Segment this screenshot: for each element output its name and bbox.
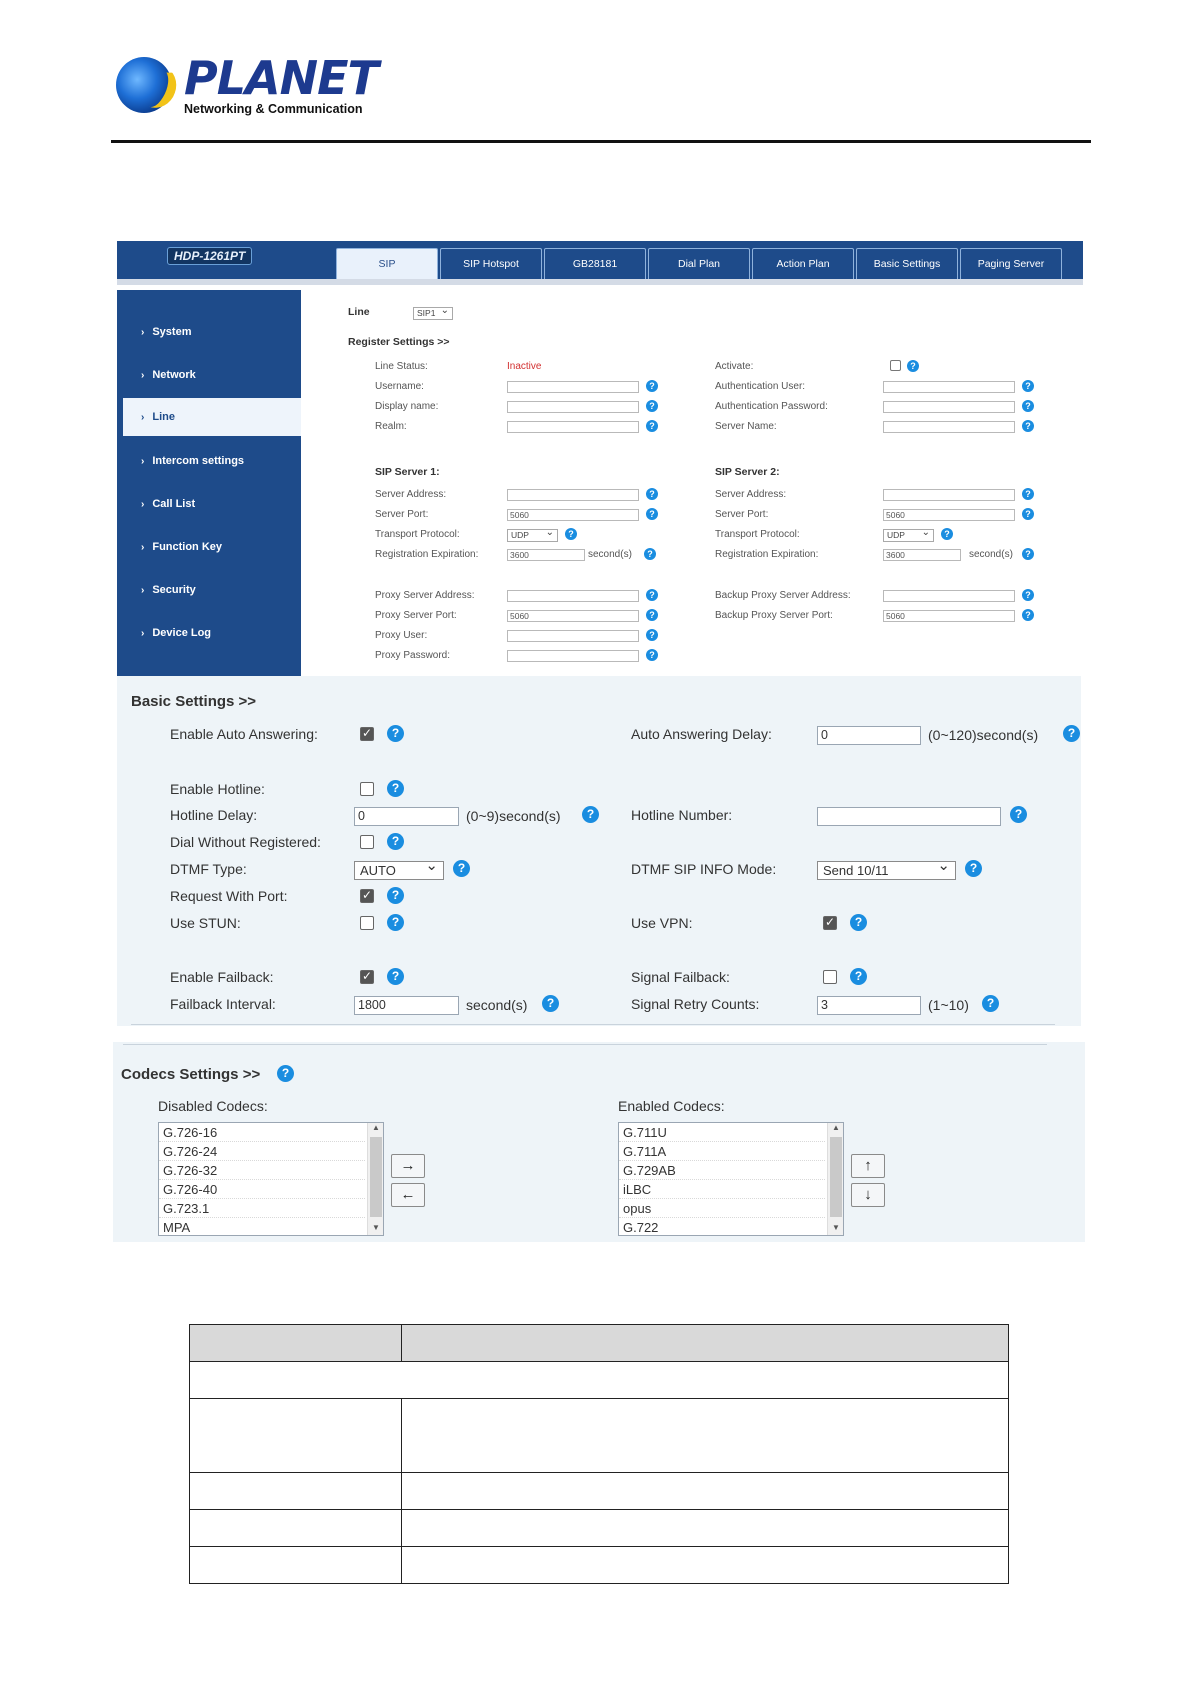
proxy-user-field[interactable] (507, 630, 639, 642)
codecs-settings-screenshot (113, 1042, 1085, 1242)
signal-retry-unit: (1~10) (928, 997, 969, 1013)
list-item[interactable]: opus (619, 1199, 825, 1218)
hotline-number-field[interactable] (817, 807, 1001, 826)
help-icon[interactable]: ? (646, 629, 658, 641)
username-label: Username: (375, 381, 424, 392)
codecs-settings-header: Codecs Settings >> (121, 1066, 261, 1083)
move-down-button[interactable]: ↓ (851, 1183, 885, 1207)
table-cell (190, 1362, 1009, 1399)
sidebar-item-network[interactable] (117, 356, 301, 394)
sidebar-item-intercom-settings[interactable] (117, 442, 301, 480)
table-cell (402, 1399, 1009, 1473)
failback-interval-unit: second(s) (466, 997, 528, 1013)
proxy-password-field[interactable] (507, 650, 639, 662)
server1-port-label: Server Port: (375, 509, 429, 520)
proxy-port-label: Proxy Server Port: (375, 610, 457, 621)
server1-address-label: Server Address: (375, 489, 447, 500)
realm-field[interactable] (507, 421, 639, 433)
sidebar-item-function-key[interactable] (117, 528, 301, 566)
tab-action-plan[interactable]: Action Plan (752, 248, 854, 279)
table-row (190, 1547, 1009, 1584)
enabled-codecs-label: Enabled Codecs: (618, 1098, 725, 1114)
table-cell (190, 1399, 402, 1473)
backup-proxy-port-label: Backup Proxy Server Port: (715, 610, 833, 621)
help-icon[interactable]: ? (1022, 508, 1034, 520)
scroll-up-icon[interactable]: ▲ (832, 1123, 840, 1132)
proxy-address-label: Proxy Server Address: (375, 590, 475, 601)
help-icon[interactable]: ? (1022, 400, 1034, 412)
server1-expiration-unit: second(s) (588, 549, 632, 560)
help-icon[interactable]: ? (565, 528, 577, 540)
line-select[interactable]: SIP1 ⌄ (413, 307, 453, 320)
table-cell (402, 1547, 1009, 1584)
dtmf-sip-info-select[interactable]: Send 10/11 ⌄ (817, 861, 956, 880)
help-icon[interactable]: ? (387, 725, 404, 742)
brand-name: PLANET (184, 50, 378, 105)
sidebar-item-label: Device Log (152, 627, 212, 639)
dial-without-registered-checkbox[interactable] (360, 835, 374, 849)
disabled-codecs-list[interactable] (158, 1122, 384, 1236)
server1-expiration-field[interactable]: 3600 (507, 549, 585, 561)
request-with-port-label: Request With Port: (170, 888, 288, 904)
table-cell (402, 1473, 1009, 1510)
chevron-right-icon: › (141, 498, 145, 510)
list-item[interactable]: G.723.1 (159, 1199, 365, 1218)
help-icon[interactable]: ? (387, 833, 404, 850)
scrollbar[interactable] (827, 1123, 843, 1235)
table-cell (190, 1473, 402, 1510)
help-icon[interactable]: ? (453, 860, 470, 877)
help-icon[interactable]: ? (646, 609, 658, 621)
planet-logo (116, 52, 378, 118)
list-item[interactable]: G.726-24 (159, 1142, 365, 1161)
table-cell (402, 1510, 1009, 1547)
use-vpn-label: Use VPN: (631, 915, 693, 931)
help-icon[interactable]: ? (1022, 589, 1034, 601)
help-icon[interactable]: ? (646, 508, 658, 520)
chevron-right-icon: › (141, 455, 145, 467)
line-status-label: Line Status: (375, 361, 428, 372)
tab-basic-settings[interactable]: Basic Settings (856, 248, 958, 279)
sidebar-item-label: Call List (152, 498, 196, 510)
line-label: Line (348, 306, 370, 318)
help-icon[interactable]: ? (646, 649, 658, 661)
enable-failback-label: Enable Failback: (170, 969, 274, 985)
section-divider (123, 1044, 1047, 1045)
scroll-up-icon[interactable]: ▲ (372, 1123, 380, 1132)
tab-dial-plan[interactable]: Dial Plan (648, 248, 750, 279)
list-item[interactable]: iLBC (619, 1180, 825, 1199)
dtmf-type-label: DTMF Type: (170, 861, 247, 877)
auth-password-label: Authentication Password: (715, 401, 828, 412)
failback-interval-label: Failback Interval: (170, 996, 276, 1012)
activate-label: Activate: (715, 361, 754, 372)
sip-server-1-title: SIP Server 1: (375, 466, 440, 478)
table-row (190, 1399, 1009, 1473)
proxy-user-label: Proxy User: (375, 630, 428, 641)
signal-retry-label: Signal Retry Counts: (631, 996, 760, 1012)
hotline-number-label: Hotline Number: (631, 807, 733, 823)
username-field[interactable] (507, 381, 639, 393)
server2-transport-select[interactable]: UDP ⌄ (883, 529, 934, 542)
help-icon[interactable]: ? (646, 380, 658, 392)
signal-retry-field[interactable]: 3 (817, 996, 921, 1015)
hotline-checkbox[interactable] (360, 782, 374, 796)
use-stun-label: Use STUN: (170, 915, 241, 931)
backup-proxy-address-label: Backup Proxy Server Address: (715, 590, 851, 601)
table-row (190, 1362, 1009, 1399)
tab-bar (336, 248, 1064, 279)
server2-expiration-field[interactable]: 3600 (883, 549, 961, 561)
help-icon[interactable]: ? (644, 548, 656, 560)
help-icon[interactable]: ? (1022, 548, 1034, 560)
tab-sip[interactable]: SIP (336, 248, 438, 279)
top-navigation-bar (117, 241, 1083, 279)
help-icon[interactable]: ? (646, 589, 658, 601)
backup-proxy-port-field[interactable]: 5060 (883, 610, 1015, 622)
dtmf-sip-info-label: DTMF SIP INFO Mode: (631, 861, 777, 877)
list-item[interactable]: G.726-32 (159, 1161, 365, 1180)
help-icon[interactable]: ? (850, 968, 867, 985)
move-left-button[interactable]: ← (391, 1183, 425, 1207)
basic-settings-header: Basic Settings >> (131, 693, 257, 710)
scrollbar[interactable] (367, 1123, 383, 1235)
request-with-port-checkbox[interactable]: ✓ (361, 888, 373, 902)
move-right-button[interactable]: → (391, 1154, 425, 1178)
sidebar-item-label: Line (152, 411, 175, 423)
sidebar-item-label: Network (152, 369, 196, 381)
realm-label: Realm: (375, 421, 407, 432)
server1-transport-select[interactable]: UDP ⌄ (507, 529, 558, 542)
help-icon[interactable]: ? (387, 914, 404, 931)
sidebar-item-label: Intercom settings (152, 455, 245, 467)
register-settings-header: Register Settings >> (348, 336, 450, 348)
table-cell (402, 1325, 1009, 1362)
list-item[interactable]: G.711U (619, 1123, 825, 1142)
hotline-delay-label: Hotline Delay: (170, 807, 258, 823)
auto-answer-checkbox[interactable]: ✓ (361, 726, 373, 740)
scrollbar-thumb[interactable] (370, 1137, 382, 1217)
help-icon[interactable]: ? (1063, 725, 1080, 742)
chevron-right-icon: › (141, 326, 145, 338)
help-icon[interactable]: ? (1022, 380, 1034, 392)
line-sip-screenshot (117, 241, 1083, 676)
enabled-codecs-list[interactable] (618, 1122, 844, 1236)
scrollbar-thumb[interactable] (830, 1137, 842, 1217)
server-name-label: Server Name: (715, 421, 777, 432)
scroll-down-icon[interactable]: ▼ (832, 1223, 840, 1232)
server2-address-label: Server Address: (715, 489, 787, 500)
tab-gb28181[interactable]: GB28181 (544, 248, 646, 279)
chevron-right-icon: › (141, 541, 145, 553)
signal-failback-checkbox[interactable] (823, 970, 837, 984)
table-cell (190, 1325, 402, 1362)
help-icon[interactable]: ? (387, 968, 404, 985)
failback-interval-field[interactable]: 1800 (354, 996, 459, 1015)
auto-answer-delay-label: Auto Answering Delay: (631, 726, 772, 742)
help-icon[interactable]: ? (646, 488, 658, 500)
list-item[interactable]: G.711A (619, 1142, 825, 1161)
server-name-field[interactable] (883, 421, 1015, 433)
tab-sip-hotspot[interactable]: SIP Hotspot (440, 248, 542, 279)
dial-without-registered-label: Dial Without Registered: (170, 834, 321, 850)
line-status-value: Inactive (507, 361, 542, 372)
help-icon[interactable]: ? (941, 528, 953, 540)
tab-paging-server[interactable]: Paging Server (960, 248, 1062, 279)
basic-settings-screenshot (117, 676, 1081, 1026)
auth-user-label: Authentication User: (715, 381, 806, 392)
help-icon[interactable]: ? (387, 780, 404, 797)
sidebar-item-line[interactable] (123, 398, 301, 436)
sidebar (117, 290, 301, 676)
help-icon[interactable]: ? (1022, 420, 1034, 432)
table-header-row (190, 1325, 1009, 1362)
line-settings-pane (301, 285, 1083, 676)
auth-password-field[interactable] (883, 401, 1015, 413)
hotline-delay-field[interactable]: 0 (354, 807, 459, 826)
help-icon[interactable]: ? (387, 887, 404, 904)
enable-failback-checkbox[interactable]: ✓ (361, 969, 373, 983)
server1-address-field[interactable] (507, 489, 639, 501)
chevron-right-icon: › (141, 584, 145, 596)
help-icon[interactable]: ? (277, 1065, 294, 1082)
help-icon[interactable]: ? (646, 420, 658, 432)
server1-port-field[interactable]: 5060 (507, 509, 639, 521)
help-icon[interactable]: ? (850, 914, 867, 931)
sidebar-item-label: Function Key (152, 541, 223, 553)
server2-port-label: Server Port: (715, 509, 769, 520)
proxy-address-field[interactable] (507, 590, 639, 602)
display-name-label: Display name: (375, 401, 439, 412)
chevron-right-icon: › (141, 411, 145, 423)
move-up-button[interactable]: ↑ (851, 1154, 885, 1178)
hotline-delay-unit: (0~9)second(s) (466, 808, 561, 824)
server2-address-field[interactable] (883, 489, 1015, 501)
list-item[interactable]: MPA (159, 1218, 365, 1236)
table-row (190, 1510, 1009, 1547)
backup-proxy-address-field[interactable] (883, 590, 1015, 602)
list-item[interactable]: G.726-40 (159, 1180, 365, 1199)
brand-tagline: Networking & Communication (184, 101, 363, 116)
sidebar-item-label: Security (152, 584, 196, 596)
sidebar-item-device-log[interactable] (117, 614, 301, 652)
server2-transport-label: Transport Protocol: (715, 529, 800, 540)
proxy-password-label: Proxy Password: (375, 650, 451, 661)
chevron-right-icon: › (141, 627, 145, 639)
globe-logo-icon (116, 57, 172, 113)
help-icon[interactable]: ? (542, 995, 559, 1012)
list-item[interactable]: G.722 (619, 1218, 825, 1236)
disabled-codecs-label: Disabled Codecs: (158, 1098, 268, 1114)
sip-server-2-title: SIP Server 2: (715, 466, 780, 478)
scroll-down-icon[interactable]: ▼ (372, 1223, 380, 1232)
help-icon[interactable]: ? (582, 806, 599, 823)
proxy-port-field[interactable]: 5060 (507, 610, 639, 622)
sidebar-item-call-list[interactable] (117, 485, 301, 523)
device-model-badge: HDP-1261PT (167, 247, 252, 265)
parameter-table (189, 1324, 1009, 1584)
help-icon[interactable]: ? (982, 995, 999, 1012)
table-cell (190, 1547, 402, 1584)
list-item[interactable]: G.729AB (619, 1161, 825, 1180)
auto-answer-label: Enable Auto Answering: (170, 726, 318, 742)
auto-answer-delay-field[interactable]: 0 (817, 726, 921, 745)
dtmf-type-select[interactable]: AUTO ⌄ (354, 861, 444, 880)
hotline-label: Enable Hotline: (170, 781, 265, 797)
signal-failback-label: Signal Failback: (631, 969, 730, 985)
use-stun-checkbox[interactable] (360, 916, 374, 930)
help-icon[interactable]: ? (1010, 806, 1027, 823)
server2-expiration-label: Registration Expiration: (715, 549, 819, 560)
list-item[interactable]: G.726-16 (159, 1123, 365, 1142)
table-row (190, 1473, 1009, 1510)
use-vpn-checkbox[interactable]: ✓ (824, 915, 836, 929)
sidebar-item-security[interactable] (117, 571, 301, 609)
help-icon[interactable]: ? (965, 860, 982, 877)
section-divider (131, 1024, 1055, 1025)
header-divider (111, 140, 1091, 143)
auto-answer-delay-unit: (0~120)second(s) (928, 727, 1039, 743)
help-icon[interactable]: ? (907, 360, 919, 372)
server2-expiration-unit: second(s) (969, 549, 1013, 560)
table-cell (190, 1510, 402, 1547)
display-name-field[interactable] (507, 401, 639, 413)
server2-port-field[interactable]: 5060 (883, 509, 1015, 521)
activate-checkbox[interactable] (890, 360, 901, 371)
chevron-right-icon: › (141, 369, 145, 381)
help-icon[interactable]: ? (1022, 488, 1034, 500)
sidebar-item-label: System (152, 326, 192, 338)
help-icon[interactable]: ? (646, 400, 658, 412)
help-icon[interactable]: ? (1022, 609, 1034, 621)
server1-expiration-label: Registration Expiration: (375, 549, 479, 560)
server1-transport-label: Transport Protocol: (375, 529, 460, 540)
sidebar-item-system[interactable] (117, 313, 301, 351)
auth-user-field[interactable] (883, 381, 1015, 393)
